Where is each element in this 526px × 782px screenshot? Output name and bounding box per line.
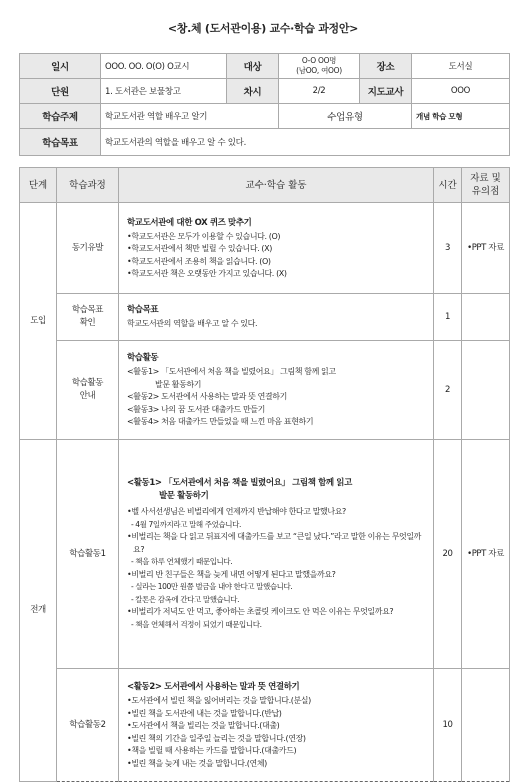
topic-value: 학교도서관 역할 배우고 알기: [101, 104, 279, 129]
question-item: • 비벌리는 책을 다 읽고 뒤표지에 대출카드를 보고 “큰일 났다.”라고 말한 이유는 무엇일까요?: [127, 531, 427, 556]
process-line: 학습목표: [71, 305, 104, 315]
process-cell: [57, 294, 119, 341]
list-item: 발문 활동하기: [155, 379, 202, 389]
question-item: • 벨 사서선생님은 비벌리에게 언제까지 반납해야 한다고 말했나요?: [127, 506, 427, 519]
goal-label: 학습목표: [20, 129, 101, 156]
time-cell: 3: [434, 203, 462, 294]
stage-development: 전개: [20, 440, 57, 782]
time-cell: 20: [434, 440, 462, 669]
list-item: <활동3> 나의 꿈 도서관 대출카드 만들기: [127, 404, 265, 414]
activity-cell: [119, 203, 434, 294]
date-label: 일시: [20, 54, 101, 79]
time-cell: 1: [434, 294, 462, 341]
answer-item: - 책을 연체해서 걱정이 되었기 때문입니다.: [131, 619, 262, 629]
list-item: <활동2> 도서관에서 사용하는 말과 뜻 연결하기: [127, 392, 287, 402]
list-item: • 책을 빌릴 때 사용하는 카드를 말합니다.(대출카드): [127, 745, 427, 758]
activity-heading: 학교도서관에 대한 OX 퀴즈 맞추기: [127, 217, 252, 228]
table-row: [20, 440, 510, 669]
col-process: 학습과정: [57, 168, 119, 203]
material-cell: [462, 294, 510, 341]
place-label: 장소: [360, 54, 412, 79]
material-cell: [462, 669, 510, 782]
activity-cell: [119, 341, 434, 440]
list-item: • 빌린 책을 늦게 내는 것을 말합니다.(연체): [127, 758, 427, 771]
activity-cell: [119, 440, 434, 669]
activity-cell: [119, 669, 434, 782]
activity-heading: 학습활동: [127, 353, 159, 364]
material-cell: •PPT 자료: [462, 440, 510, 669]
activity-text: 학교도서관의 역할을 배우고 알 수 있다.: [127, 319, 258, 329]
process-line: 안내: [79, 391, 96, 401]
unit-value: 1. 도서관은 보물창고: [101, 79, 227, 104]
col-activity: 교수·학습 활동: [119, 168, 434, 203]
target-label: 대상: [227, 54, 279, 79]
date-value: OOO. OO. O(O) O교시: [101, 54, 227, 79]
goal-value: 학교도서관의 역할을 배우고 알 수 있다.: [101, 129, 510, 156]
question-item: • 비벌리가 저녁도 안 먹고, 좋아하는 초콜릿 케이크도 안 먹은 이유는 무엇일까요?: [127, 606, 427, 619]
target-breakdown: (남OO, 여OO): [296, 66, 342, 75]
answer-item: - 책을 하루 연체했기 때문입니다.: [131, 557, 233, 566]
answer-item: - 칼톤은 감옥에 간다고 말했습니다.: [131, 594, 240, 604]
topic-label: 학습주제: [20, 104, 101, 129]
type-label: 수업유형: [279, 104, 412, 129]
list-item: <활동4> 처음 대출카드 만들었을 때 느낀 마음 표현하기: [127, 417, 314, 427]
stage-intro: 도입: [20, 203, 57, 440]
table-row: [20, 341, 510, 440]
list-item: • 빌린 책을 도서관에 내는 것을 말합니다.(반납): [127, 708, 427, 721]
time-cell: 2: [434, 341, 462, 440]
heading-line: <활동1> 「도서관에서 처음 책을 빌렸어요」 그림책 함께 읽고: [127, 478, 352, 488]
answer-item: - 4월 7일까지라고 말해 주었습니다.: [131, 519, 241, 529]
table-row: [20, 669, 510, 782]
page-title: <창.체 (도서관이용) 교수·학습 과정안>: [167, 22, 359, 35]
place-value: 도서실: [412, 54, 510, 79]
col-material-line1: 자료 및: [470, 173, 501, 184]
list-item: • 도서관에서 빌린 책을 잃어버리는 것을 말합니다.(분실): [127, 695, 427, 708]
heading-line: 발문 활동하기: [159, 491, 209, 501]
list-item: <활동1> 「도서관에서 처음 책을 빌렸어요」 그림책 함께 읽고: [127, 367, 336, 377]
activity-heading: 학습목표: [127, 305, 159, 316]
list-item: • 도서관에서 책을 빌리는 것을 말합니다.(대출): [127, 720, 427, 733]
list-item: • 학교도서관에서 책만 빌릴 수 있습니다. (X): [127, 243, 427, 256]
teacher-label: 지도교사: [360, 79, 412, 104]
material-cell: [462, 341, 510, 440]
session-label: 차시: [227, 79, 279, 104]
table-row: [20, 203, 510, 294]
process-cell: 학습활동1: [57, 440, 119, 669]
target-count: O-O OO명: [301, 56, 337, 65]
question-item: • 비벌리 반 친구들은 책을 늦게 내면 어떻게 된다고 말했을까요?: [127, 569, 427, 582]
session-value: 2/2: [279, 79, 360, 104]
table-row: [20, 294, 510, 341]
teacher-value: OOO: [412, 79, 510, 104]
list-item: • 학교도서관에서 조용히 책을 읽습니다. (O): [127, 256, 427, 269]
list-item: • 빌린 책의 기간을 일주일 늘리는 것을 말합니다.(연장): [127, 733, 427, 746]
activity-cell: [119, 294, 434, 341]
list-item: • 학교도서관은 모두가 이용할 수 있습니다. (O): [127, 231, 427, 244]
time-cell: 10: [434, 669, 462, 782]
type-value: 개념 학습 모형: [412, 104, 510, 129]
material-cell: •PPT 자료: [462, 203, 510, 294]
col-time: 시간: [434, 168, 462, 203]
lesson-activity-table: [19, 167, 510, 782]
process-cell: 학습활동2: [57, 669, 119, 782]
col-material: [462, 168, 510, 203]
process-cell: [57, 341, 119, 440]
activity-heading: <활동2> 도서관에서 사용하는 말과 뜻 연결하기: [127, 682, 300, 692]
col-stage: 단계: [20, 168, 57, 203]
process-line: 학습활동: [71, 378, 104, 388]
lesson-info-table: [19, 53, 510, 156]
target-value: [279, 54, 360, 79]
process-cell: 동기유발: [57, 203, 119, 294]
process-line: 확인: [79, 318, 96, 328]
activity-heading: [127, 477, 427, 503]
answer-item: - 실라는 100만 원쯤 벌금을 내야 한다고 말했습니다.: [131, 582, 293, 591]
unit-label: 단원: [20, 79, 101, 104]
list-item: • 학교도서관 책은 오랫동안 가지고 있습니다. (X): [127, 268, 427, 281]
col-material-line2: 유의점: [471, 186, 500, 197]
